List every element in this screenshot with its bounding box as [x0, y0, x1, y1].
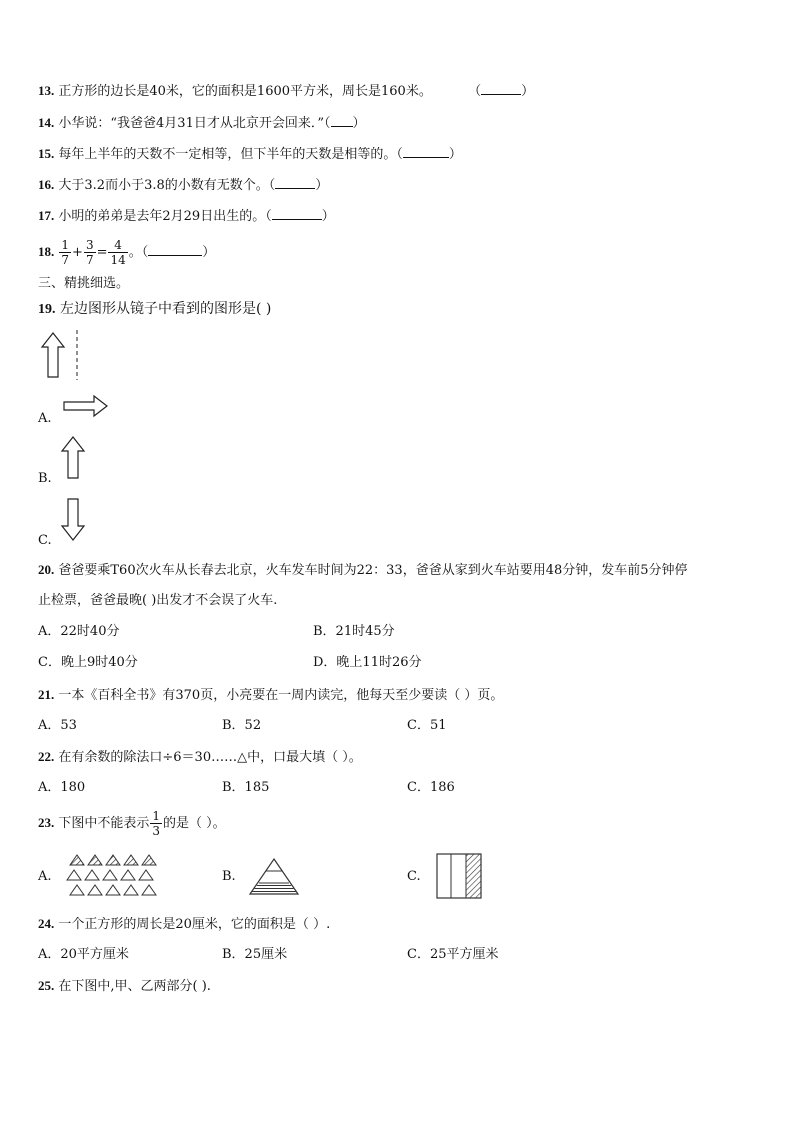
up-arrow-option[interactable]	[60, 435, 88, 481]
question-text-line1: 爸爸要乘T60次火车从长春去北京，火车发车时间为22：33，爸爸从家到火车站要用48分钟，发车前5分钟停	[58, 563, 688, 578]
question-number: 22.	[38, 749, 55, 764]
option-c-label[interactable]: C.	[38, 533, 52, 548]
option-b[interactable]: B．52	[222, 718, 262, 733]
question-number: 20.	[38, 562, 55, 577]
question-number: 19.	[38, 302, 56, 317]
question-text: 一个正方形的周长是20厘米，它的面积是（ ）.	[58, 917, 331, 932]
option-c-label[interactable]: C.	[407, 869, 421, 884]
fraction-1: $\frac{1}{7}$	[61, 238, 70, 267]
question-number: 23.	[38, 815, 55, 830]
question-24	[38, 915, 330, 934]
question-22	[38, 748, 362, 767]
option-a[interactable]: A．53	[38, 718, 77, 733]
question-text: 大于3.2而小于3.8的小数有无数个。（	[58, 178, 276, 193]
section-heading: 三、精挑细选。	[38, 276, 130, 291]
down-arrow-option[interactable]	[60, 497, 88, 543]
question-text: 左边图形从镜子中看到的图形是( )	[59, 301, 272, 317]
plus-sign: +	[72, 245, 83, 260]
question-text: 一本《百科全书》有370页，小亮要在一周内读完，他每天至少要读（ ）页。	[58, 688, 504, 703]
option-b-label[interactable]: B.	[38, 471, 52, 486]
question-number: 24.	[38, 916, 55, 931]
answer-blank[interactable]	[275, 176, 315, 189]
option-b-label[interactable]: B.	[222, 869, 236, 884]
question-number: 18.	[38, 244, 55, 259]
question-text: 小华说：“我爸爸4月31日才从北京开会回来．”（	[58, 116, 331, 131]
question-number: 14.	[38, 115, 55, 130]
question-number: 17.	[38, 208, 55, 223]
answer-paren-close: ）	[321, 209, 335, 224]
option-a[interactable]: A．180	[38, 780, 86, 795]
option-a-label[interactable]: A.	[38, 869, 52, 884]
answer-paren-close: ）	[521, 84, 535, 99]
question-text: 在下图中,甲、乙两部分( ).	[58, 979, 211, 994]
answer-blank[interactable]	[331, 114, 353, 127]
option-a-label[interactable]: A.	[38, 411, 52, 426]
question-23	[38, 806, 226, 841]
fraction-one-third: $\frac{1}{3}$	[152, 809, 161, 838]
answer-paren-close: ）	[315, 178, 329, 193]
answer-paren-close: ）	[352, 116, 366, 131]
rectangle-thirds-figure[interactable]	[436, 852, 484, 900]
option-b[interactable]: B．25厘米	[222, 947, 288, 962]
question-text-post: 的是（ ）。	[163, 816, 226, 831]
option-b[interactable]: B．185	[222, 780, 270, 795]
question-number: 21.	[38, 687, 55, 702]
option-a[interactable]: A．22时40分	[38, 624, 120, 639]
equals-sign: =	[96, 245, 108, 260]
answer-blank[interactable]	[481, 82, 521, 95]
question-20	[38, 561, 688, 580]
answer-blank[interactable]	[272, 207, 322, 220]
option-a[interactable]: A．20平方厘米	[38, 947, 129, 962]
question-number: 25.	[38, 978, 55, 993]
fraction-2: $\frac{3}{7}$	[85, 238, 94, 267]
question-17	[38, 207, 335, 226]
question-text: 在有余数的除法口÷6＝30……△中，口最大填（ ）。	[58, 750, 362, 765]
question-15	[38, 145, 462, 164]
question-16	[38, 176, 328, 195]
answer-blank[interactable]	[403, 145, 449, 158]
question-text-pre: 下图中不能表示	[58, 816, 150, 831]
option-c[interactable]: C．晚上9时40分	[38, 655, 138, 670]
question-25	[38, 977, 211, 996]
question-13	[38, 82, 534, 101]
fraction-3: $\frac{4}{14}$	[110, 238, 126, 267]
answer-paren-close: ）	[448, 147, 462, 162]
question-14	[38, 114, 366, 133]
question-20-line2: 止检票，爸爸最晚( )出发才不会误了火车.	[38, 593, 278, 608]
mirror-line	[74, 330, 80, 382]
question-21	[38, 686, 503, 705]
question-number: 16.	[38, 177, 55, 192]
option-d[interactable]: D．晚上11时26分	[313, 655, 422, 670]
question-18	[38, 236, 215, 269]
question-19	[38, 300, 271, 319]
question-text: 每年上半年的天数不一定相等，但下半年的天数是相等的。（	[58, 147, 403, 162]
question-number: 15.	[38, 146, 55, 161]
question-tail: 。（	[128, 245, 149, 260]
right-arrow-option[interactable]	[62, 394, 110, 420]
triangles-figure[interactable]	[66, 852, 156, 898]
question-number: 13.	[38, 83, 55, 98]
question-text: 正方形的边长是40米，它的面积是1600平方米，周长是160米。	[58, 84, 432, 99]
option-c[interactable]: C．25平方厘米	[407, 947, 499, 962]
option-c[interactable]: C．186	[407, 780, 455, 795]
question-text: 小明的弟弟是去年2月29日出生的。（	[58, 209, 272, 224]
answer-paren-open: （	[468, 84, 482, 99]
answer-paren-close: ）	[202, 245, 216, 260]
answer-blank[interactable]	[148, 243, 202, 256]
option-b[interactable]: B．21时45分	[313, 624, 395, 639]
layered-triangle-figure[interactable]	[248, 857, 302, 897]
option-c[interactable]: C．51	[407, 718, 447, 733]
